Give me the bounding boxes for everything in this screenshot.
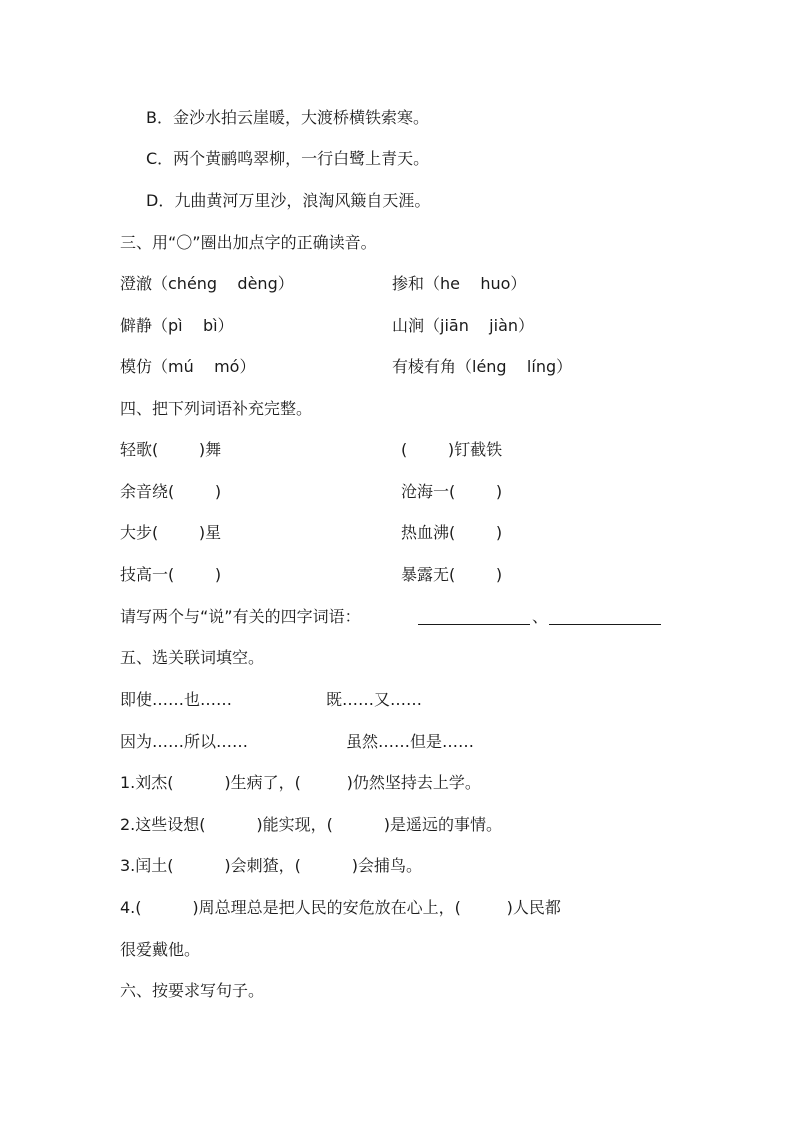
- conjunction-option: 虽然……但是……: [346, 732, 475, 751]
- section-5-title: 五、选关联词填空。: [120, 648, 265, 667]
- conjunction-option: 既……又……: [326, 690, 423, 709]
- question-4-continued: 很爱戴他。: [120, 940, 201, 959]
- blank-separator: 、: [532, 607, 549, 626]
- question-4: 4.( )周总理总是把人民的安危放在心上，( )人民都: [120, 898, 561, 917]
- section-6-title: 六、按要求写句子。: [120, 981, 265, 1000]
- pinyin-item: 有棱有角（léng líng）: [392, 357, 573, 376]
- pinyin-item: 掺和（he huo）: [392, 274, 527, 293]
- section-4-title: 四、把下列词语补充完整。: [120, 399, 313, 418]
- pinyin-item: 澄澈（chéng dèng）: [120, 274, 294, 293]
- pinyin-item: 模仿（mú mó）: [120, 357, 256, 376]
- section-3-title: 三、用“〇”圈出加点字的正确读音。: [120, 233, 377, 252]
- idiom-item: 大步( )星: [120, 523, 222, 542]
- idiom-item: 轻歌( )舞: [120, 440, 222, 459]
- idiom-item: 沧海一( ): [401, 482, 503, 501]
- question-1: 1.刘杰( )生病了，( )仍然坚持去上学。: [120, 773, 481, 792]
- idiom-item: 热血沸( ): [401, 523, 503, 542]
- pinyin-item: 僻静（pì bì）: [120, 316, 234, 335]
- idiom-item: 余音绕( ): [120, 482, 222, 501]
- say-idiom-prompt: 请写两个与“说”有关的四字词语：: [120, 607, 361, 626]
- question-2: 2.这些设想( )能实现，( )是遥远的事情。: [120, 815, 502, 834]
- option-c: C．两个黄鹂鸣翠柳，一行白鹭上青天。: [146, 149, 430, 168]
- conjunction-option: 因为……所以……: [120, 732, 249, 751]
- answer-blank[interactable]: [549, 624, 661, 625]
- idiom-item: 技高一( ): [120, 565, 222, 584]
- answer-blank[interactable]: [418, 624, 530, 625]
- conjunction-option: 即使……也……: [120, 690, 233, 709]
- idiom-item: 暴露无( ): [401, 565, 503, 584]
- option-d: D．九曲黄河万里沙，浪淘风簸自天涯。: [146, 191, 431, 210]
- idiom-item: ( )钉截铁: [401, 440, 503, 459]
- pinyin-item: 山涧（jiān jiàn）: [392, 316, 535, 335]
- question-3: 3.闰土( )会刺猹，( )会捕鸟。: [120, 856, 422, 875]
- option-b: B．金沙水拍云崖暖，大渡桥横铁索寒。: [146, 108, 429, 127]
